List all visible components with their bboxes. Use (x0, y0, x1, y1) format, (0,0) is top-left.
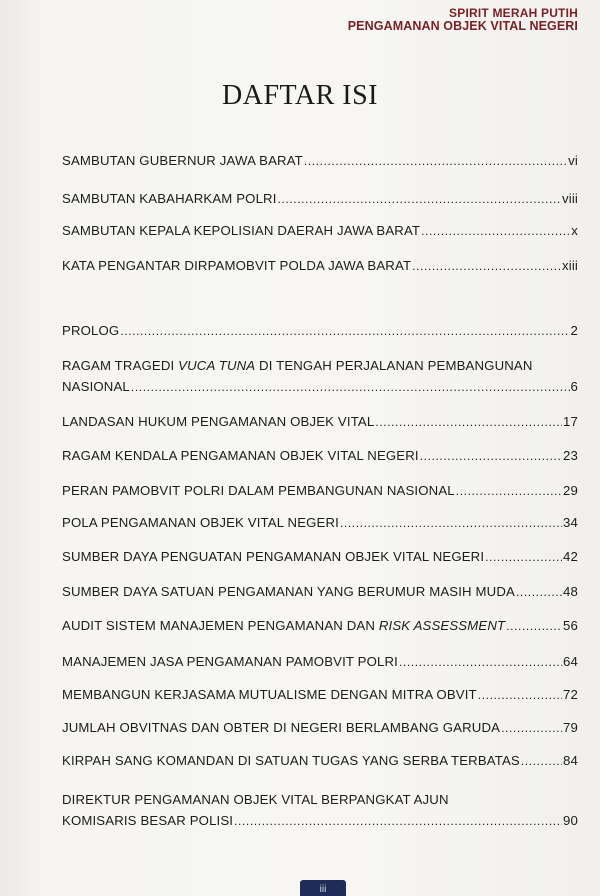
toc-entry-label: KOMISARIS BESAR POLISI (62, 813, 234, 828)
toc-entry-label-pre: RAGAM TRAGEDI (62, 358, 179, 373)
toc-entry-page: 72 (563, 687, 578, 702)
toc-entry[interactable] (62, 152, 578, 170)
toc-entry[interactable] (62, 653, 578, 671)
toc-leader-dots (131, 378, 570, 396)
toc-entry[interactable] (62, 719, 578, 737)
toc-entry-label: SAMBUTAN KEPALA KEPOLISIAN DAERAH JAWA BARAT (62, 223, 421, 238)
toc-leader-dots (120, 322, 569, 340)
toc-leader-dots (412, 257, 561, 275)
toc-leader-dots (516, 583, 562, 601)
toc-entry-page: 64 (563, 654, 578, 669)
toc-leader-dots (485, 548, 562, 566)
toc-leader-dots (421, 222, 570, 240)
toc-entry-page: 84 (563, 753, 578, 768)
toc-entry-label: SAMBUTAN GUBERNUR JAWA BARAT (62, 153, 303, 168)
toc-entry-label: JUMLAH OBVITNAS DAN OBTER DI NEGERI BERLAMBANG GARUDA (62, 720, 501, 735)
toc-leader-dots (521, 752, 562, 770)
toc-entry-label: MANAJEMEN JASA PENGAMANAN PAMOBVIT POLRI (62, 654, 399, 669)
page-number-tab: iii (300, 880, 346, 896)
toc-entry-label: SUMBER DAYA SATUAN PENGAMANAN YANG BERUMUR MASIH MUDA (62, 584, 515, 599)
toc-entry-label-emphasis: VUCA TUNA (178, 358, 256, 373)
toc-entry-label: PROLOG (62, 323, 120, 338)
toc-entry-label: PERAN PAMOBVIT POLRI DALAM PEMBANGUNAN NASIONAL (62, 483, 455, 498)
toc-leader-dots (375, 413, 562, 431)
toc-entry-page: 56 (563, 618, 578, 633)
toc-entry-page: 6 (570, 379, 578, 394)
header-series-title: SPIRIT MERAH PUTIH (449, 6, 578, 20)
toc-entry-label: NASIONAL (62, 379, 130, 394)
toc-entry[interactable] (62, 257, 578, 275)
toc-entry-label: POLA PENGAMANAN OBJEK VITAL NEGERI (62, 515, 339, 530)
toc-entry-label: MEMBANGUN KERJASAMA MUTUALISME DENGAN MITRA OBVIT (62, 687, 477, 702)
toc-entry-label: KIRPAH SANG KOMANDAN DI SATUAN TUGAS YANG SERBA TERBATAS (62, 753, 520, 768)
toc-entry-page: 23 (563, 448, 578, 463)
toc-leader-dots (304, 152, 567, 170)
toc-entry[interactable] (62, 413, 578, 431)
toc-entry-label: LANDASAN HUKUM PENGAMANAN OBJEK VITAL (62, 414, 375, 429)
running-header (348, 7, 578, 33)
toc-entry[interactable] (62, 322, 578, 340)
toc-entry[interactable] (62, 447, 578, 465)
toc-entry-page: 2 (570, 323, 578, 338)
toc-entry[interactable] (62, 812, 578, 830)
toc-entry-label-line1 (62, 357, 533, 375)
toc-leader-dots (278, 190, 561, 208)
toc-entry-page: 17 (563, 414, 578, 429)
toc-entry[interactable] (62, 752, 578, 770)
toc-leader-dots (340, 514, 562, 532)
toc-entry[interactable] (62, 617, 578, 635)
toc-leader-dots (501, 719, 562, 737)
toc-entry[interactable] (62, 378, 578, 396)
toc-entry-page: vi (568, 153, 578, 168)
toc-entry-label: KATA PENGANTAR DIRPAMOBVIT POLDA JAWA BARAT (62, 258, 412, 273)
toc-entry-page: 34 (563, 515, 578, 530)
toc-entry[interactable] (62, 482, 578, 500)
toc-entry[interactable] (62, 583, 578, 601)
toc-leader-dots (506, 617, 562, 635)
toc-entry-page: viii (562, 191, 578, 206)
toc-entry-label-line1: DIREKTUR PENGAMANAN OBJEK VITAL BERPANGKAT AJUN (62, 792, 449, 807)
toc-entry-page: x (571, 223, 578, 238)
toc-leader-dots (399, 653, 562, 671)
page-title: DAFTAR ISI (222, 80, 378, 111)
toc-entry[interactable] (62, 686, 578, 704)
toc-entry-page: 29 (563, 483, 578, 498)
toc-entry-page: 90 (563, 813, 578, 828)
toc-entry-page: 42 (563, 549, 578, 564)
toc-entry-label-emphasis: RISK ASSESSMENT (378, 618, 506, 633)
toc-entry-page: xiii (562, 258, 578, 273)
toc-entry-page: 48 (563, 584, 578, 599)
toc-entry-page: 79 (563, 720, 578, 735)
toc-entry-label: RAGAM KENDALA PENGAMANAN OBJEK VITAL NEGERI (62, 448, 419, 463)
toc-entry-label-post: DI TENGAH PERJALANAN PEMBANGUNAN (255, 358, 533, 373)
toc-entry-label-pre: AUDIT SISTEM MANAJEMEN PENGAMANAN DAN (62, 618, 379, 633)
toc-entry[interactable] (62, 548, 578, 566)
toc-entry-label: SUMBER DAYA PENGUATAN PENGAMANAN OBJEK VITAL NEGERI (62, 549, 485, 564)
toc-leader-dots (420, 447, 562, 465)
toc-entry[interactable] (62, 190, 578, 208)
toc-entry-label: SAMBUTAN KABAHARKAM POLRI (62, 191, 277, 206)
toc-entry[interactable] (62, 222, 578, 240)
header-book-title: PENGAMANAN OBJEK VITAL NEGERI (347, 19, 578, 33)
toc-leader-dots (456, 482, 562, 500)
toc-entry[interactable] (62, 514, 578, 532)
toc-leader-dots (478, 686, 562, 704)
toc-entry-label (62, 617, 505, 635)
toc-leader-dots (234, 812, 562, 830)
